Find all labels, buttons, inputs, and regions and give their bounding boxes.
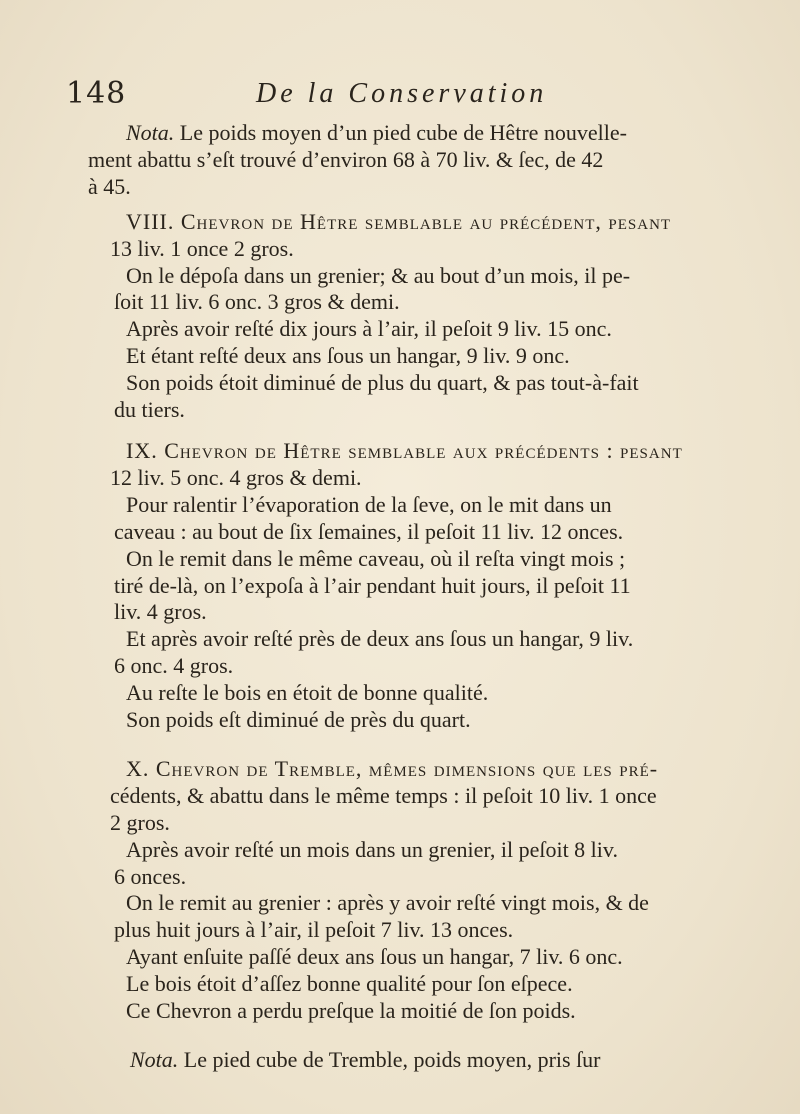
text-line: Ce Chevron a perdu preſque la moitié de ſon poids.	[126, 998, 576, 1024]
nota-label: Nota.	[130, 1047, 179, 1072]
entry-ix-caveau	[114, 491, 766, 627]
paragraph-nota-tremble	[130, 1047, 766, 1074]
running-title: De la Conservation	[256, 78, 548, 109]
text-line: cédents, & abattu dans le même temps : il peſoit 10 liv. 1 once	[110, 782, 657, 808]
text-line: Après avoir reſté un mois dans un grenier, il peſoit 8 liv.	[126, 836, 618, 862]
text-line: X. Chevron de Tremble, mêmes dimenſions que les pré-	[126, 755, 659, 781]
text-line: On le dépoſa dans un grenier; & au bout d’un mois, il pe-	[126, 262, 631, 288]
nota-label: Nota.	[126, 120, 175, 145]
paragraph-nota-hetre	[88, 120, 766, 201]
entry-viii-heading	[112, 209, 766, 263]
text-line: Nota. Le poids moyen d’un pied cube de Hêtre nouvelle-	[126, 120, 627, 145]
text-line: tiré de-là, on l’expoſa à l’air pendant huit jours, il peſoit 11	[114, 572, 631, 598]
text-line: On le remit au grenier : après y avoir reſté vingt mois, & de	[126, 890, 649, 916]
text-line: Après avoir reſté dix jours à l’air, il peſoit 9 liv. 15 onc.	[126, 316, 612, 342]
text-line: 6 onces.	[114, 863, 187, 889]
text-line: IX. Chevron de Hêtre ſemblable aux précédents : peſant	[126, 437, 683, 463]
text-line: Pour ralentir l’évaporation de la ſeve, on le mit dans un	[126, 491, 612, 517]
text-line: 2 gros.	[110, 809, 170, 835]
text-line: Son poids eſt diminué de près du quart.	[126, 707, 471, 733]
entry-viii-air	[114, 316, 766, 424]
text-line: plus huit jours à l’air, il peſoit 7 liv. 13 onces.	[114, 917, 514, 943]
text-line: VIII. Chevron de Hêtre ſemblable au précédent, peſant	[126, 208, 672, 234]
text-line: caveau : au bout de ſix ſemaines, il peſoit 11 liv. 12 onces.	[114, 518, 624, 544]
text-line: à 45.	[88, 173, 131, 199]
entry-ix-heading	[112, 438, 766, 492]
entry-viii-grenier	[114, 262, 766, 317]
text-line: Et étant reſté deux ans ſous un hangar, 9 liv. 9 onc.	[126, 343, 570, 369]
text-line: Son poids étoit diminué de plus du quart, & pas tout-à-fait	[126, 370, 639, 396]
text-line: On le remit dans le même caveau, où il reſta vingt mois ;	[126, 545, 626, 571]
text-line: 13 liv. 1 once 2 gros.	[110, 235, 294, 261]
text-line: Au reſte le bois en étoit de bonne qualité.	[126, 680, 489, 706]
running-head	[66, 76, 746, 116]
entry-x-grenier	[114, 836, 766, 891]
text-line: Ayant enſuite paſſé deux ans ſous un hangar, 7 liv. 6 onc.	[126, 944, 623, 970]
text-line: Et après avoir reſté près de deux ans ſous un hangar, 9 liv.	[126, 626, 634, 652]
text-line: 12 liv. 5 onc. 4 gros & demi.	[110, 464, 362, 490]
text-line: 6 onc. 4 gros.	[114, 653, 234, 679]
entry-x-heading	[112, 756, 766, 837]
text-line: du tiers.	[114, 397, 185, 423]
text-line: liv. 4 gros.	[114, 599, 207, 625]
entry-x-hangar	[114, 890, 766, 1025]
text-line: Nota. Le pied cube de Tremble, poids moyen, pris ſur	[130, 1047, 601, 1072]
text-line: ſoit 11 liv. 6 onc. 3 gros & demi.	[114, 289, 400, 315]
page-number: 148	[66, 76, 127, 111]
text-line: ment abattu s’eſt trouvé d’environ 68 à 70 liv. & ſec, de 42	[88, 146, 604, 172]
body-text	[88, 120, 766, 1074]
entry-ix-hangar	[114, 626, 766, 734]
text-line: Le bois étoit d’aſſez bonne qualité pour ſon eſpece.	[126, 971, 573, 997]
